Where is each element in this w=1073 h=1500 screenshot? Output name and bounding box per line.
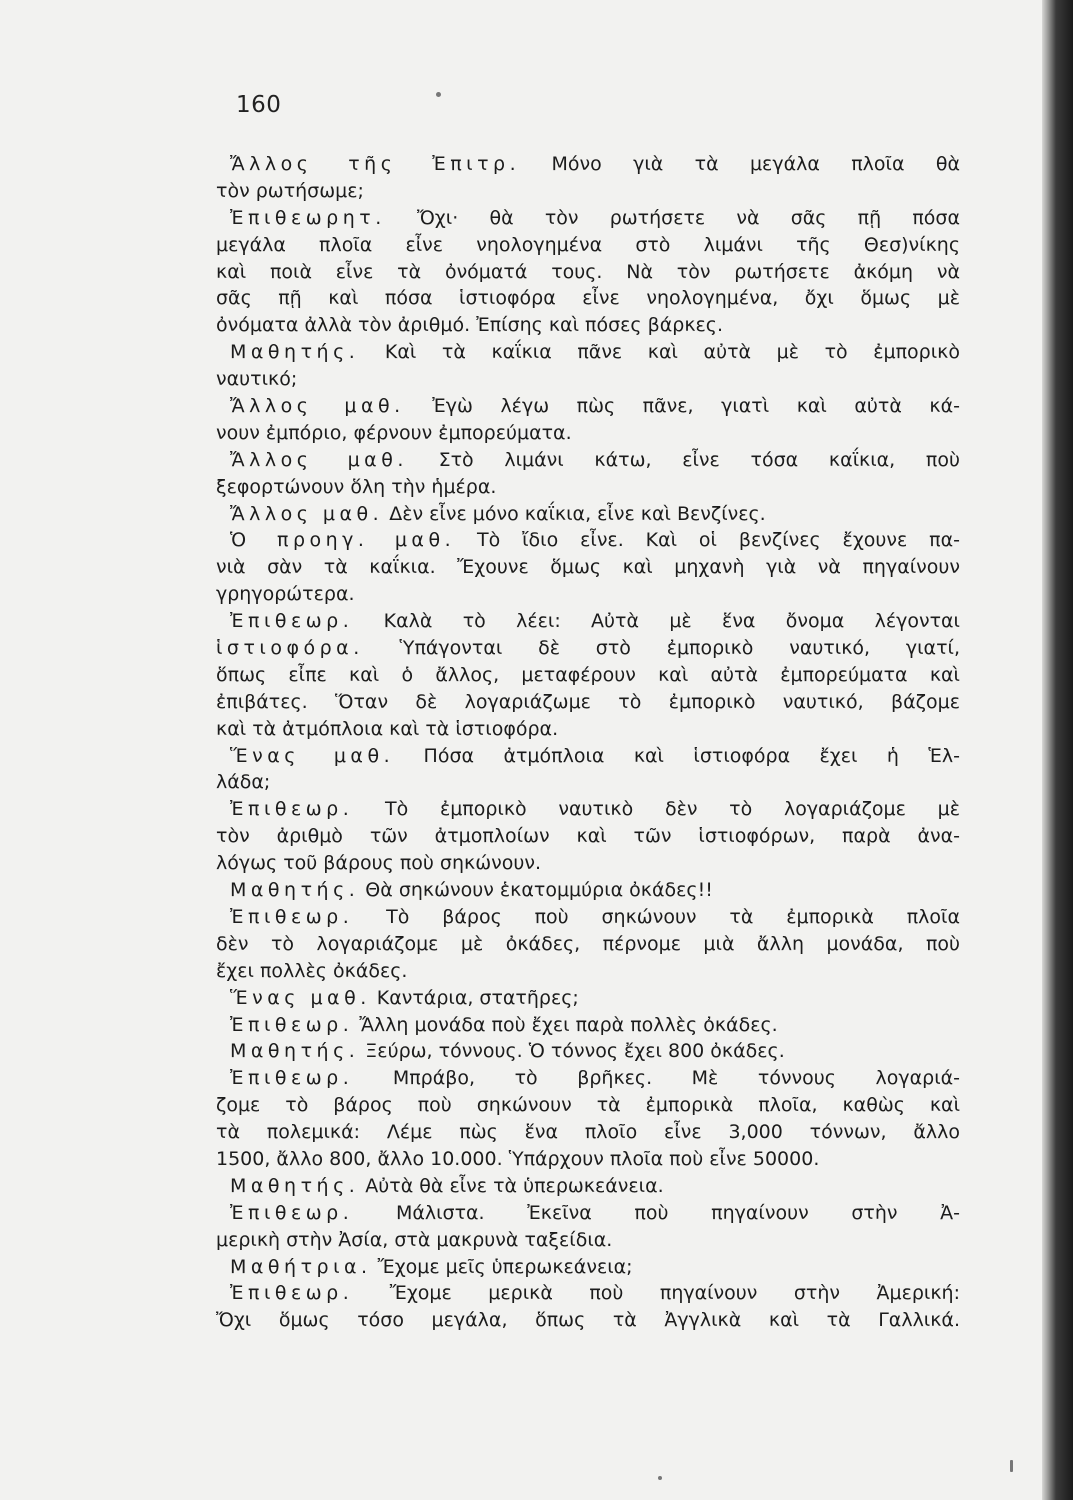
- text-line: [216, 151, 960, 178]
- speaker-label: Ἄλλος μαθ.: [230, 502, 384, 525]
- speaker-label: Ἐπιθεωρ.: [230, 905, 354, 928]
- text-line: [216, 232, 960, 259]
- text-line: [216, 554, 960, 581]
- speaker-label: Ἄλλος μαθ.: [230, 448, 408, 471]
- scan-speck: [658, 1476, 662, 1480]
- text-line: [216, 178, 960, 205]
- text-line: [216, 662, 960, 689]
- text-line: [216, 743, 960, 770]
- speaker-label: Ἐπιθεωρ.: [230, 1201, 354, 1224]
- text-line: [216, 312, 960, 339]
- line-text: Θὰ σηκώνουν ἑκατομμύρια ὀκάδες!!: [359, 879, 713, 902]
- speaker-label: Ἐπιθεωρ.: [230, 1067, 354, 1090]
- text-line: [216, 769, 960, 796]
- speaker-label: Ἐπιθεωρ.: [230, 610, 354, 633]
- line-text: καὶ τὰ ἀτμόπλοια καὶ τὰ ἱστιοφόρα.: [216, 717, 559, 740]
- speaker-label: Ἕνας μαθ.: [230, 986, 371, 1009]
- text-line: [216, 366, 960, 393]
- line-text: Ὄχι· θὰ τὸν ρωτήσετε νὰ σᾶς πῇ πόσα: [385, 206, 960, 229]
- line-text: λάδα;: [216, 771, 271, 794]
- scan-speck: [1010, 1460, 1013, 1472]
- line-text: τὸν ρωτήσωμε;: [216, 179, 364, 202]
- text-line: [216, 1227, 960, 1254]
- text-line: [216, 958, 960, 985]
- line-text: Τὸ ἐμπορικὸ ναυτικὸ δὲν τὸ λογαριάζομε μὲ: [353, 798, 960, 821]
- line-text: Ξεύρω, τόννους. Ὁ τόννος ἔχει 800 ὀκάδες.: [359, 1040, 785, 1063]
- page-number: 160: [236, 92, 282, 118]
- line-text: ναυτικό;: [216, 368, 298, 391]
- line-text: Ὄχι ὅμως τόσο μεγάλα, ὅπως τὰ Ἀγγλικὰ καὶ τὰ Γαλλικά.: [216, 1309, 960, 1332]
- line-text: Μάλιστα. Ἐκεῖνα ποὺ πηγαίνουν στὴν Ἀ-: [353, 1201, 960, 1224]
- line-text: λόγως τοῦ βάρους ποὺ σηκώνουν.: [216, 852, 542, 875]
- line-text: Δὲν εἶνε μόνο καΐκια, εἶνε καὶ Βενζίνες.: [383, 502, 766, 525]
- line-text: ζομε τὸ βάρος ποὺ σηκώνουν τὰ ἐμπορικὰ πλοῖα, καθὼς καὶ: [216, 1094, 960, 1117]
- line-text: νουν ἐμπόριο, φέρνουν ἐμπορεύματα.: [216, 421, 572, 444]
- line-text: δὲν τὸ λογαριάζομε μὲ ὀκάδες, πέρνομε μιὰ ἄλλη μονάδα, ποὺ: [216, 932, 960, 955]
- text-line: [216, 205, 960, 232]
- text-line: [216, 608, 960, 635]
- line-text: ἐπιβάτες. Ὅταν δὲ λογαριάζωμε τὸ ἐμπορικὸ ναυτικό, βάζομε: [216, 690, 960, 713]
- line-text: ὀνόματα ἀλλὰ τὸν ἀριθμό. Ἐπίσης καὶ πόσες βάρκες.: [216, 314, 723, 337]
- line-text: τὸν ἀριθμὸ τῶν ἀτμοπλοίων καὶ τῶν ἱστιοφόρων, παρὰ ἀνα-: [216, 825, 960, 848]
- text-line: [216, 1119, 960, 1146]
- text-line: [216, 716, 960, 743]
- text-line: [216, 1065, 960, 1092]
- text-line: [216, 1012, 960, 1039]
- text-line: [216, 581, 960, 608]
- text-line: [216, 1092, 960, 1119]
- text-line: [216, 1173, 960, 1200]
- speaker-label: Ἄλλος μαθ.: [230, 395, 405, 418]
- speaker-label: Ἐπιθεωρ.: [230, 1013, 354, 1036]
- line-text: Μόνο γιὰ τὰ μεγάλα πλοῖα θὰ: [520, 153, 960, 175]
- scan-speck: [436, 92, 441, 97]
- text-line: [216, 1280, 960, 1307]
- line-text: Καὶ τὰ καΐκια πᾶνε καὶ αὐτὰ μὲ τὸ ἐμπορικὸ: [359, 341, 960, 364]
- text-line: [216, 931, 960, 958]
- text-line: [216, 1200, 960, 1227]
- speaker-label: Ἕνας μαθ.: [230, 744, 395, 767]
- dialogue-text: [216, 151, 960, 1334]
- line-text: Στὸ λιμάνι κάτω, εἶνε τόσα καΐκια, ποὺ: [407, 448, 960, 471]
- text-line: [216, 393, 960, 420]
- text-line: [216, 635, 960, 662]
- text-line: [216, 474, 960, 501]
- line-text: ἔχει πολλὲς ὀκάδες.: [216, 959, 408, 982]
- line-text: Τὸ ἴδιο εἶνε. Καὶ οἱ βενζίνες ἔχουνε πα-: [455, 529, 960, 552]
- text-line: [216, 1146, 960, 1173]
- speaker-label: Ἐπιθεωρ.: [230, 1282, 354, 1305]
- line-text: Ἔχομε μερικὰ ποὺ πηγαίνουν στὴν Ἀμερική:: [353, 1282, 960, 1305]
- line-text: καὶ ποιὰ εἶνε τὰ ὀνόματά τους. Νὰ τὸν ρωτήσετε ἀκόμη νὰ: [216, 260, 960, 283]
- text-line: [216, 689, 960, 716]
- line-text: 1500, ἄλλο 800, ἄλλο 10.000. Ὑπάρχουν πλοῖα ποὺ εἶνε 50000.: [216, 1147, 820, 1170]
- line-text: τὰ πολεμικά: Λέμε πὼς ἕνα πλοῖο εἶνε 3,000 τόννων, ἄλλο: [216, 1121, 960, 1144]
- line-text: ὅπως εἶπε καὶ ὁ ἄλλος, μεταφέρουν καὶ αὐτὰ ἐμπορεύματα καὶ: [216, 663, 960, 686]
- line-text: Τὸ βάρος ποὺ σηκώνουν τὰ ἐμπορικὰ πλοῖα: [353, 905, 960, 928]
- text-line: [216, 796, 960, 823]
- text-line: [216, 339, 960, 366]
- text-line: [216, 904, 960, 931]
- line-text: Ἄλλη μονάδα ποὺ ἔχει παρὰ πολλὲς ὀκάδες.: [353, 1013, 778, 1036]
- text-line: [216, 877, 960, 904]
- speaker-label: Μαθητής.: [230, 1174, 360, 1197]
- speaker-label: ἱστιοφόρα.: [216, 637, 364, 660]
- line-text: Καλὰ τὸ λέει: Αὐτὰ μὲ ἕνα ὄνομα λέγονται: [353, 610, 960, 633]
- line-text: Καντάρια, στατῆρες;: [370, 986, 579, 1009]
- text-line: [216, 285, 960, 312]
- line-text: Πόσα ἀτμόπλοια καὶ ἱστιοφόρα ἔχει ἡ Ἑλ-: [394, 744, 960, 767]
- speaker-label: Μαθητής.: [230, 341, 360, 364]
- line-text: Ἔχομε μεῖς ὑπερωκεάνεια;: [371, 1255, 633, 1278]
- line-text: Ἐγὼ λέγω πὼς πᾶνε, γιατὶ καὶ αὐτὰ κά-: [404, 395, 960, 418]
- line-text: νιὰ σὰν τὰ καΐκια. Ἔχουνε ὅμως καὶ μηχανὴ γιὰ νὰ πηγαίνουν: [216, 556, 960, 579]
- text-line: [216, 420, 960, 447]
- speaker-label: Μαθητής.: [230, 1040, 360, 1063]
- text-line: [216, 259, 960, 286]
- text-line: [216, 447, 960, 474]
- text-line: [216, 1254, 960, 1281]
- line-text: Ὑπάγονται δὲ στὸ ἐμπορικὸ ναυτικό, γιατί,: [363, 637, 960, 660]
- speaker-label: Μαθητής.: [230, 879, 360, 902]
- scan-edge: [1042, 0, 1073, 1500]
- text-line: [216, 1038, 960, 1065]
- speaker-label: Ἐπιθεωρητ.: [230, 206, 386, 229]
- speaker-label: Ἄλλος τῆς Ἐπιτρ.: [230, 153, 521, 175]
- text-line: [216, 985, 960, 1012]
- line-text: μερικὴ στὴν Ἀσία, στὰ μακρυνὰ ταξείδια.: [216, 1228, 613, 1251]
- text-line: [216, 850, 960, 877]
- speaker-label: Μαθήτρια.: [230, 1255, 372, 1278]
- line-text: Αὐτὰ θὰ εἶνε τὰ ὑπερωκεάνεια.: [359, 1174, 664, 1197]
- line-text: μεγάλα πλοῖα εἶνε νηολογημένα στὸ λιμάνι τῆς Θεσ)νίκης: [216, 233, 960, 256]
- line-text: γρηγορώτερα.: [216, 583, 355, 606]
- text-line: [216, 527, 960, 554]
- line-text: Μπράβο, τὸ βρῆκες. Μὲ τόννους λογαριά-: [353, 1067, 960, 1090]
- text-line: [216, 1307, 960, 1334]
- line-text: σᾶς πῇ καὶ πόσα ἱστιοφόρα εἶνε νηολογημένα, ὄχι ὅμως μὲ: [216, 287, 960, 310]
- speaker-label: Ἐπιθεωρ.: [230, 798, 354, 821]
- text-line: [216, 823, 960, 850]
- speaker-label: Ὁ προηγ. μαθ.: [230, 529, 456, 552]
- line-text: ξεφορτώνουν ὅλη τὴν ἡμέρα.: [216, 475, 497, 498]
- text-line: [216, 501, 960, 528]
